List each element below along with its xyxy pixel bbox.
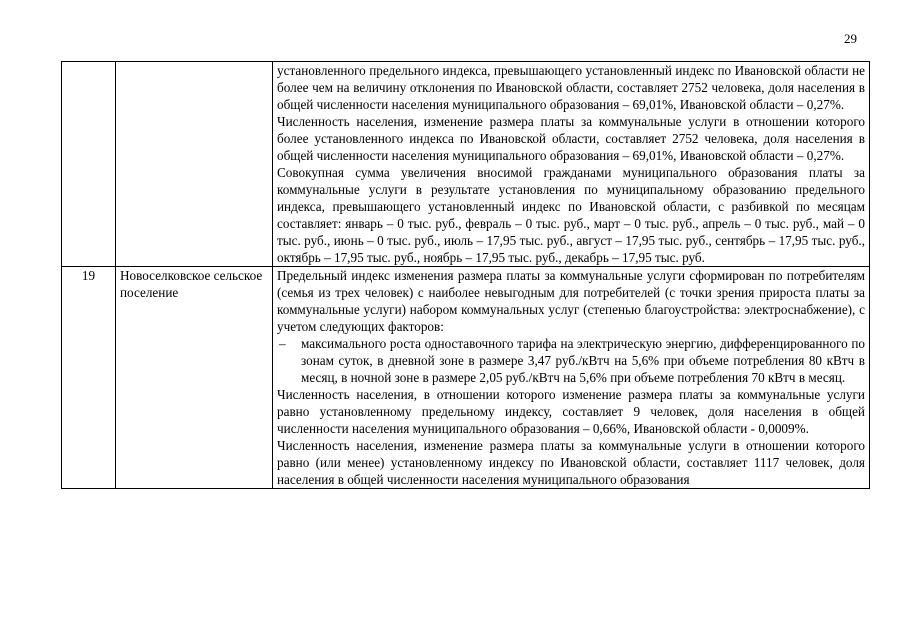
paragraph: Численность населения, изменение размера платы за коммунальные услуги в отношении которого более установленного индекса по Ивановской области, составляет 2752 человека, доля населения в общей численности населения муниципального образования – 69,01%, Ивановской области – 0,27%. bbox=[277, 114, 865, 163]
factor-list-item: – максимального роста одноставочного тарифа на электрическую энергию, дифференцированного по зонам суток, в дневной зоне в размере 3,47 руб./кВтч на 5,6% при объеме потребления 80 кВтч в месяц, в ночной зоне в размере 2,05 руб./кВтч на 5,6% при объеме потребления 70 кВтч в месяц. bbox=[277, 335, 865, 386]
intro-paragraph: Предельный индекс изменения размера платы за коммунальные услуги сформирован по потребителям (семья из трех человек) с наиболее невыгодным для потребителей (с точки зрения прироста платы за коммунальные услуги) набором коммунальных услуг (степенью благоустройства: электроснабжение), с учетом следующих факторов: bbox=[277, 268, 865, 334]
paragraph: Численность населения, изменение размера платы за коммунальные услуги в отношении которого равно (или менее) установленному индексу по Ивановской области, составляет 1117 человек, доля населения в общей численности населения муниципального образования bbox=[277, 438, 865, 487]
paragraph: Совокупная сумма увеличения вносимой гражданами муниципального образования платы за коммунальные услуги в результате установления по муниципальному образованию предельного индекса, превышающего установленный индекс по Ивановской области, с разбивкой по месяцам составляет: январь – 0 тыс. руб., февраль – 0 тыс. руб., март – 0 тыс. руб., апрель – 0 тыс. руб., май – 0 тыс. руб., июнь – 0 тыс. руб., июль – 17,95 тыс. руб., август – 17,95 тыс. руб., сентябрь – 17,95 тыс. руб., октябрь – 17,95 тыс. руб., ноябрь – 17,95 тыс. руб., декабрь – 17,95 тыс. руб. bbox=[277, 165, 865, 265]
row-content-cell bbox=[273, 267, 870, 489]
row-number-cell bbox=[62, 62, 116, 267]
paragraph: установленного предельного индекса, превышающего установленный индекс по Ивановской области не более чем на величину отклонения по Ивановской области, составляет 2752 человека, доля населения в общей численности населения муниципального образования – 69,01%, Ивановской области – 0,27%. bbox=[277, 63, 865, 112]
page-number: 29 bbox=[844, 31, 857, 46]
table-row bbox=[62, 267, 870, 489]
row-content-cell bbox=[273, 62, 870, 267]
factor-list bbox=[277, 335, 865, 386]
paragraph: Численность населения, в отношении которого изменение размера платы за коммунальные услуги равно установленному предельному индексу, составляет 9 человек, доля населения в общей численности населения муниципального образования – 0,66%, Ивановской области - 0,0009%. bbox=[277, 387, 865, 436]
document-table bbox=[61, 61, 870, 489]
municipality-name-cell bbox=[116, 62, 273, 267]
row-number-cell: 19 bbox=[62, 267, 116, 489]
table-row bbox=[62, 62, 870, 267]
municipality-name-cell: Новоселковское сельское поселение bbox=[116, 267, 273, 489]
